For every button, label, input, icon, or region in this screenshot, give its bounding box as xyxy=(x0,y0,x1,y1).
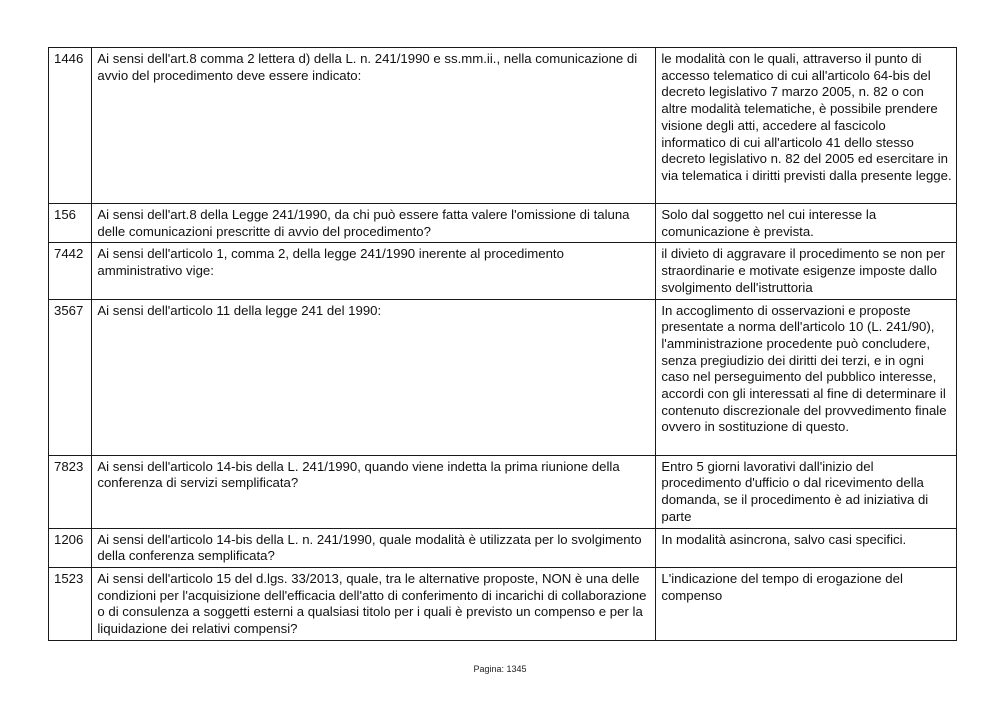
question-id: 1446 xyxy=(49,48,92,204)
answer-text: il divieto di aggravare il procedimento se non per straordinarie e motivate esigenze imposte dallo svolgimento dell'istruttoria xyxy=(656,243,957,299)
table-row xyxy=(49,48,957,204)
table-row xyxy=(49,243,957,299)
question-text: Ai sensi dell'articolo 1, comma 2, della legge 241/1990 inerente al procedimento amministrativo vige: xyxy=(92,243,656,299)
table-row xyxy=(49,455,957,528)
answer-text: L'indicazione del tempo di erogazione del compenso xyxy=(656,567,957,640)
answer-text: Solo dal soggetto nel cui interesse la comunicazione è prevista. xyxy=(656,204,957,243)
question-text: Ai sensi dell'articolo 14-bis della L. 241/1990, quando viene indetta la prima riunione della conferenza di servizi semplificata? xyxy=(92,455,656,528)
answer-text: In accoglimento di osservazioni e proposte presentate a norma dell'articolo 10 (L. 241/90), l'amministrazione procedente può concludere, senza pregiudizio dei diritti dei terzi, e in ogni caso nel perseguimento del pubblico interesse, accordi con gli interessati al fine di determinare il contenuto discrezionale del provvedimento finale ovvero in sostituzione di questo. xyxy=(656,299,957,455)
question-id: 7823 xyxy=(49,455,92,528)
table-row xyxy=(49,204,957,243)
question-id: 156 xyxy=(49,204,92,243)
question-text: Ai sensi dell'articolo 14-bis della L. n. 241/1990, quale modalità è utilizzata per lo svolgimento della conferenza semplificata? xyxy=(92,528,656,567)
question-id: 3567 xyxy=(49,299,92,455)
table-row xyxy=(49,528,957,567)
answer-text: Entro 5 giorni lavorativi dall'inizio del procedimento d'ufficio o dal ricevimento della domanda, se il procedimento è ad iniziativa di parte xyxy=(656,455,957,528)
answer-text: In modalità asincrona, salvo casi specifici. xyxy=(656,528,957,567)
question-text: Ai sensi dell'art.8 della Legge 241/1990, da chi può essere fatta valere l'omissione di taluna delle comunicazioni prescritte di avvio del procedimento? xyxy=(92,204,656,243)
question-text: Ai sensi dell'articolo 11 della legge 241 del 1990: xyxy=(92,299,656,455)
questions-table xyxy=(48,47,957,641)
question-id: 1523 xyxy=(49,567,92,640)
question-id: 7442 xyxy=(49,243,92,299)
question-text: Ai sensi dell'articolo 15 del d.lgs. 33/2013, quale, tra le alternative proposte, NON è una delle condizioni per l'acquisizione dell'efficacia dell'atto di conferimento di incarichi di collaborazione o di consulenza a soggetti esterni a qualsiasi titolo per i quali è previsto un compenso e per la liquidazione dei relativi compensi? xyxy=(92,567,656,640)
answer-text: le modalità con le quali, attraverso il punto di accesso telematico di cui all'articolo 64-bis del decreto legislativo 7 marzo 2005, n. 82 o con altre modalità telematiche, è possibile prendere visione degli atti, accedere al fascicolo informatico di cui all'articolo 41 dello stesso decreto legislativo n. 82 del 2005 ed esercitare in via telematica i diritti previsti dalla presente legge. xyxy=(656,48,957,204)
question-text: Ai sensi dell'art.8 comma 2 lettera d) della L. n. 241/1990 e ss.mm.ii., nella comunicazione di avvio del procedimento deve essere indicato: xyxy=(92,48,656,204)
question-id: 1206 xyxy=(49,528,92,567)
table-row xyxy=(49,567,957,640)
page-number: Pagina: 1345 xyxy=(473,664,527,674)
table-row xyxy=(49,299,957,455)
